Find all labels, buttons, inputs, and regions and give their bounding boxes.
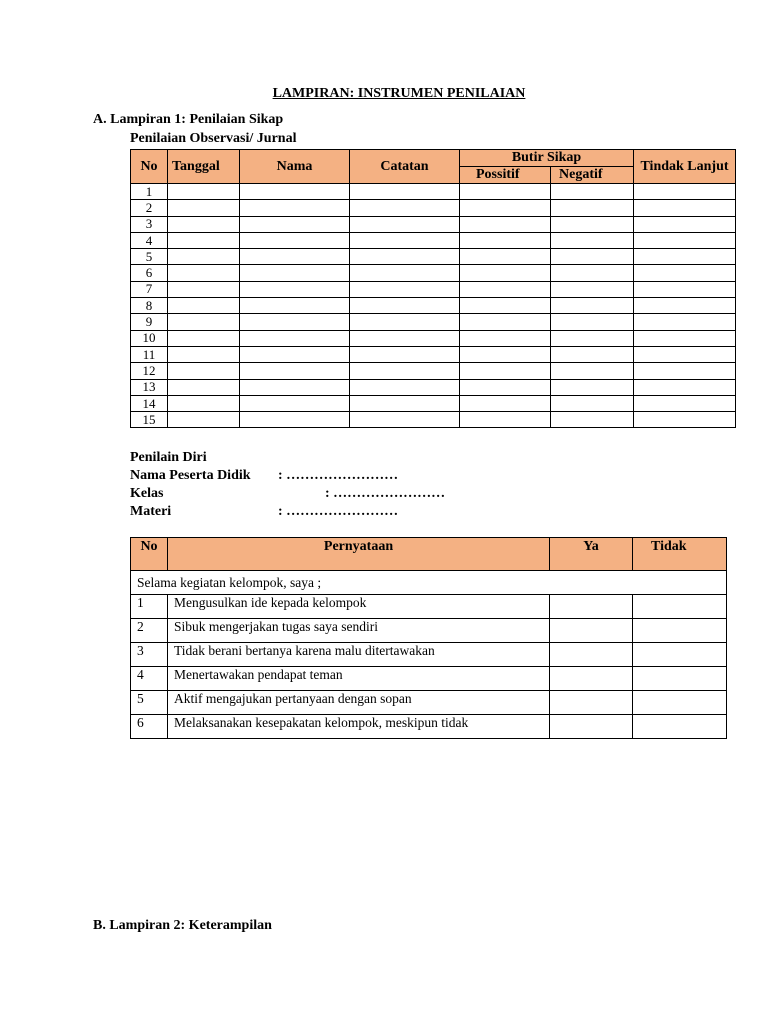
table-cell (551, 200, 634, 216)
table-cell (168, 265, 240, 281)
header-negatif: Negatif (551, 167, 634, 184)
row-number: 14 (131, 395, 168, 411)
observasi-table (130, 149, 736, 428)
table-cell (460, 298, 551, 314)
table-cell (168, 363, 240, 379)
header-no: No (131, 150, 168, 184)
table-cell (634, 281, 736, 297)
table-cell (551, 363, 634, 379)
table-cell (460, 249, 551, 265)
table-row (131, 412, 736, 428)
row-number: 8 (131, 298, 168, 314)
table-cell (240, 314, 350, 330)
tidak-cell (633, 715, 727, 739)
header-catatan: Catatan (350, 150, 460, 184)
diri-header-tidak: Tidak (633, 538, 727, 571)
table-row (131, 643, 727, 667)
statement-text: Mengusulkan ide kepada kelompok (168, 595, 550, 619)
table-cell (460, 200, 551, 216)
table-cell (551, 330, 634, 346)
table-row (131, 232, 736, 248)
section-b-heading: B. Lampiran 2: Keterampilan (93, 918, 272, 933)
table-row (131, 314, 736, 330)
table-cell (350, 216, 460, 232)
table-cell (551, 298, 634, 314)
row-number: 15 (131, 412, 168, 428)
ya-cell (550, 619, 633, 643)
table-cell (551, 232, 634, 248)
table-cell (634, 298, 736, 314)
row-number: 7 (131, 281, 168, 297)
field-value-nama: : …………………… (278, 468, 399, 483)
table-row (131, 379, 736, 395)
table-cell (168, 412, 240, 428)
table-cell (551, 265, 634, 281)
table-cell (168, 379, 240, 395)
table-row (131, 395, 736, 411)
table-cell (551, 346, 634, 362)
ya-cell (550, 691, 633, 715)
table-cell (460, 314, 551, 330)
table-cell (460, 330, 551, 346)
table-cell (168, 232, 240, 248)
table-cell (551, 184, 634, 200)
row-number: 10 (131, 330, 168, 346)
table-cell (634, 379, 736, 395)
table-cell (240, 395, 350, 411)
table-cell (350, 249, 460, 265)
table-cell (240, 232, 350, 248)
field-label-nama: Nama Peserta Didik (130, 468, 251, 483)
table-cell (240, 298, 350, 314)
table-cell (168, 200, 240, 216)
diri-intro: Selama kegiatan kelompok, saya ; (131, 571, 727, 595)
tidak-cell (633, 619, 727, 643)
statement-text: Melaksanakan kesepakatan kelompok, meskipun tidak (168, 715, 550, 739)
table-row (131, 265, 736, 281)
table-row (131, 200, 736, 216)
header-butir-sikap: Butir Sikap (460, 150, 634, 167)
table-cell (240, 346, 350, 362)
table-cell (240, 216, 350, 232)
document-title: LAMPIRAN: INSTRUMEN PENILAIAN (272, 86, 526, 101)
statement-text: Sibuk mengerjakan tugas saya sendiri (168, 619, 550, 643)
table-cell (240, 249, 350, 265)
row-number: 1 (131, 184, 168, 200)
table-cell (551, 412, 634, 428)
table-cell (460, 379, 551, 395)
header-nama: Nama (240, 150, 350, 184)
statement-number: 5 (131, 691, 168, 715)
table-cell (634, 314, 736, 330)
table-row (131, 216, 736, 232)
table-row (131, 595, 727, 619)
table-cell (350, 395, 460, 411)
table-cell (168, 249, 240, 265)
tidak-cell (633, 643, 727, 667)
table-cell (350, 265, 460, 281)
diri-header-pernyataan: Pernyataan (168, 538, 550, 571)
header-tanggal: Tanggal (168, 150, 240, 184)
table-cell (460, 281, 551, 297)
table-cell (460, 265, 551, 281)
table-cell (350, 346, 460, 362)
table-cell (240, 412, 350, 428)
penilaian-diri-table (130, 537, 727, 739)
tidak-cell (633, 595, 727, 619)
table-cell (240, 281, 350, 297)
table-cell (350, 184, 460, 200)
table-row (131, 330, 736, 346)
statement-number: 3 (131, 643, 168, 667)
table-row (131, 346, 736, 362)
header-tindak-lanjut: Tindak Lanjut (634, 150, 736, 184)
table-cell (634, 232, 736, 248)
table-cell (240, 265, 350, 281)
table-cell (168, 298, 240, 314)
table-cell (240, 200, 350, 216)
table-row (131, 715, 727, 739)
table-cell (168, 330, 240, 346)
ya-cell (550, 643, 633, 667)
row-number: 11 (131, 346, 168, 362)
table-cell (168, 314, 240, 330)
table-cell (240, 330, 350, 346)
table-cell (634, 249, 736, 265)
table-cell (168, 346, 240, 362)
observasi-title: Penilaian Observasi/ Jurnal (130, 131, 297, 146)
table-cell (350, 200, 460, 216)
section-a-heading: A. Lampiran 1: Penilaian Sikap (93, 112, 284, 127)
table-cell (460, 232, 551, 248)
statement-text: Aktif mengajukan pertanyaan dengan sopan (168, 691, 550, 715)
statement-number: 6 (131, 715, 168, 739)
table-row (131, 298, 736, 314)
table-row (131, 184, 736, 200)
table-cell (460, 412, 551, 428)
table-cell (460, 346, 551, 362)
table-cell (634, 265, 736, 281)
table-cell (460, 216, 551, 232)
ya-cell (550, 595, 633, 619)
table-row (131, 619, 727, 643)
table-cell (350, 298, 460, 314)
statement-number: 1 (131, 595, 168, 619)
table-row (131, 363, 736, 379)
row-number: 4 (131, 232, 168, 248)
table-cell (240, 363, 350, 379)
table-cell (168, 216, 240, 232)
tidak-cell (633, 691, 727, 715)
field-label-materi: Materi (130, 504, 172, 519)
header-possitif: Possitif (460, 167, 551, 184)
row-number: 13 (131, 379, 168, 395)
table-cell (168, 395, 240, 411)
table-cell (634, 346, 736, 362)
ya-cell (550, 667, 633, 691)
table-cell (460, 184, 551, 200)
table-cell (551, 216, 634, 232)
row-number: 5 (131, 249, 168, 265)
statement-number: 2 (131, 619, 168, 643)
row-number: 6 (131, 265, 168, 281)
table-cell (240, 379, 350, 395)
table-cell (460, 395, 551, 411)
table-cell (634, 184, 736, 200)
penilaian-diri-title: Penilain Diri (130, 450, 207, 465)
table-cell (634, 216, 736, 232)
table-cell (460, 363, 551, 379)
field-label-kelas: Kelas (130, 486, 164, 501)
table-row (131, 249, 736, 265)
table-cell (350, 314, 460, 330)
table-cell (240, 184, 350, 200)
statement-text: Menertawakan pendapat teman (168, 667, 550, 691)
row-number: 3 (131, 216, 168, 232)
table-cell (634, 363, 736, 379)
table-row (131, 281, 736, 297)
table-cell (350, 379, 460, 395)
row-number: 2 (131, 200, 168, 216)
table-cell (551, 249, 634, 265)
statement-number: 4 (131, 667, 168, 691)
table-cell (350, 412, 460, 428)
table-row (131, 691, 727, 715)
table-cell (168, 281, 240, 297)
ya-cell (550, 715, 633, 739)
table-cell (551, 314, 634, 330)
diri-header-ya: Ya (550, 538, 633, 571)
tidak-cell (633, 667, 727, 691)
field-value-kelas: : …………………… (325, 486, 446, 501)
table-cell (551, 379, 634, 395)
table-cell (551, 281, 634, 297)
diri-header-no: No (131, 538, 168, 571)
table-cell (350, 232, 460, 248)
table-cell (350, 330, 460, 346)
table-cell (634, 395, 736, 411)
statement-text: Tidak berani bertanya karena malu ditertawakan (168, 643, 550, 667)
row-number: 9 (131, 314, 168, 330)
table-cell (634, 200, 736, 216)
table-cell (634, 330, 736, 346)
table-row (131, 667, 727, 691)
table-cell (168, 184, 240, 200)
table-cell (634, 412, 736, 428)
table-cell (350, 363, 460, 379)
field-value-materi: : …………………… (278, 504, 399, 519)
table-cell (350, 281, 460, 297)
row-number: 12 (131, 363, 168, 379)
table-cell (551, 395, 634, 411)
